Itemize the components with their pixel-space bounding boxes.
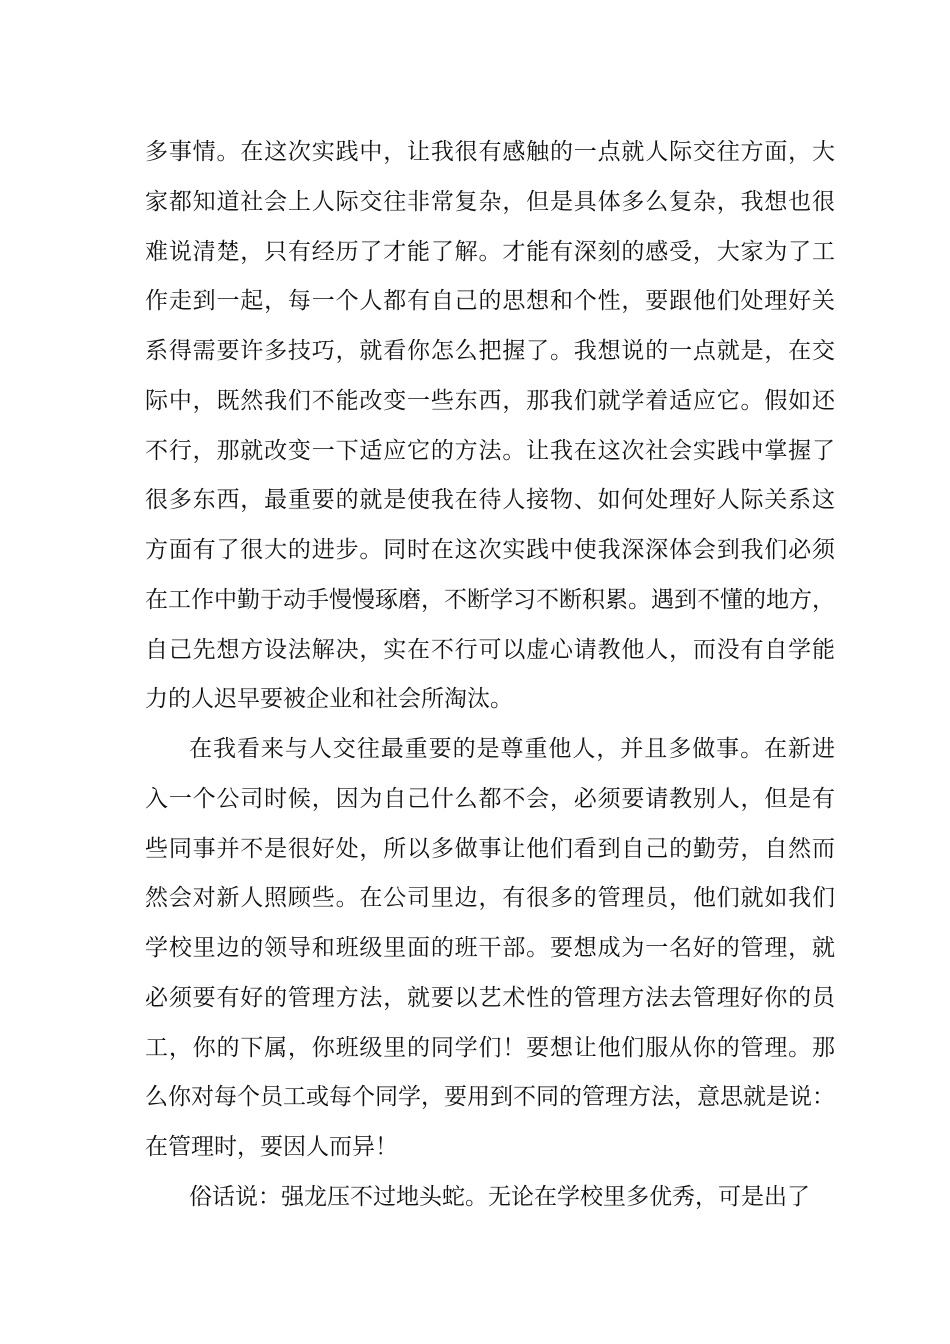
paragraph-line: 力的人迟早要被企业和社会所淘汰。 [145, 686, 513, 713]
document-body [145, 128, 835, 1223]
paragraph-line: 俗话说：强龙压不过地头蛇。无论在学校里多优秀，可是出了 [189, 1183, 810, 1210]
paragraph-line: 学校里边的领导和班级里面的班干部。要想成为一名好的管理，就 [145, 935, 835, 961]
paragraph-line: 自己先想方设法解决，实在不行可以虚心请教他人，而没有自学能 [145, 636, 835, 663]
paragraph-line: 么你对每个员工或每个同学，要用到不同的管理方法，意思就是说： [145, 1084, 835, 1111]
paragraph-line: 不行，那就改变一下适应它的方法。让我在这次社会实践中掌握了 [145, 437, 835, 464]
paragraph-line: 然会对新人照顾些。在公司里边，有很多的管理员，他们就如我们 [145, 885, 835, 912]
paragraph-line: 作走到一起，每一个人都有自己的思想和个性，要跟他们处理好关 [145, 288, 835, 315]
paragraph-line: 际中，既然我们不能改变一些东西，那我们就学着适应它。假如还 [145, 387, 835, 414]
paragraph-line: 方面有了很大的进步。同时在这次实践中使我深深体会到我们必须 [145, 537, 835, 563]
paragraph-line: 工，你的下属，你班级里的同学们！要想让他们服从你的管理。那 [145, 1034, 835, 1061]
paragraph-line: 在我看来与人交往最重要的是尊重他人，并且多做事。在新进 [189, 736, 835, 762]
paragraph-line: 必须要有好的管理方法，就要以艺术性的管理方法去管理好你的员 [145, 984, 835, 1011]
paragraph-line: 家都知道社会上人际交往非常复杂，但是具体多么复杂，我想也很 [145, 188, 835, 215]
paragraph-line: 在工作中勤于动手慢慢琢磨，不断学习不断积累。遇到不懂的地方， [145, 586, 835, 613]
paragraph-line: 很多东西，最重要的就是使我在待人接物、如何处理好人际关系这 [145, 487, 835, 514]
paragraph-line: 入一个公司时候，因为自己什么都不会，必须要请教别人，但是有 [145, 785, 835, 812]
paragraph-line: 难说清楚，只有经历了才能了解。才能有深刻的感受，大家为了工 [145, 238, 835, 265]
paragraph-line: 多事情。在这次实践中，让我很有感触的一点就人际交往方面，大 [145, 139, 835, 165]
paragraph-line: 系得需要许多技巧，就看你怎么把握了。我想说的一点就是，在交 [145, 338, 835, 364]
paragraph-line: 在管理时，要因人而异！ [145, 1134, 398, 1160]
paragraph-line: 些同事并不是很好处，所以多做事让他们看到自己的勤劳，自然而 [145, 835, 835, 862]
